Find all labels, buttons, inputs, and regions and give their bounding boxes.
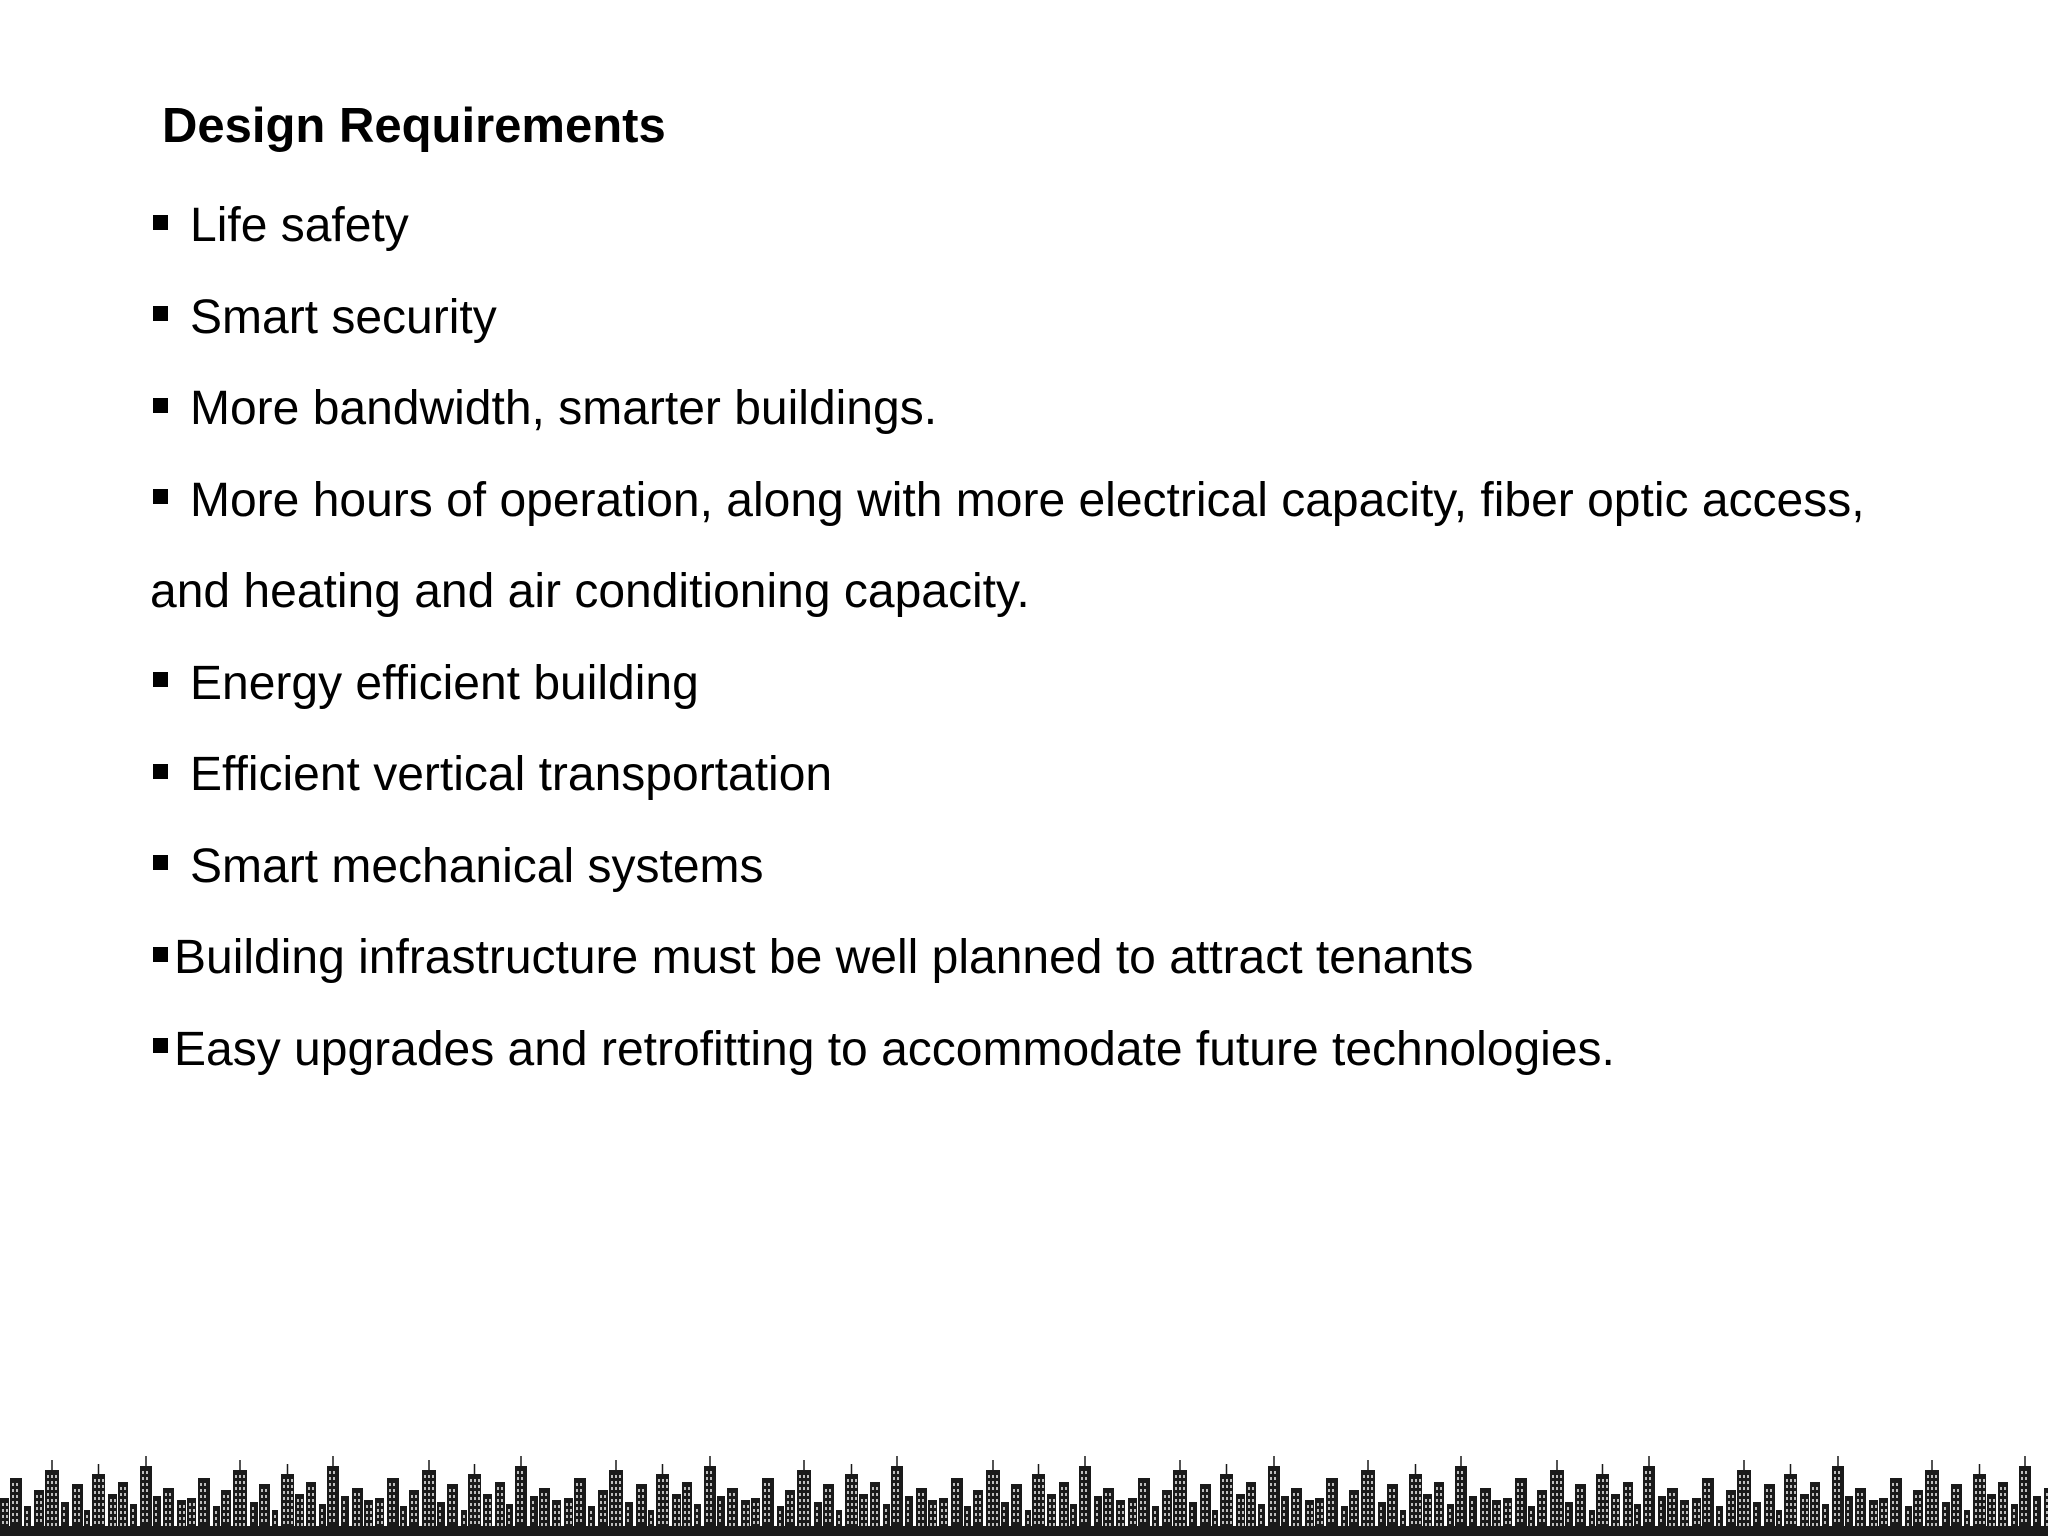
square-bullet-icon xyxy=(153,855,168,870)
square-bullet-icon xyxy=(153,215,168,230)
square-bullet-icon xyxy=(153,398,168,413)
square-bullet-icon xyxy=(153,306,168,321)
bullet-text: More hours of operation, along with more electrical capacity, fiber optic access, xyxy=(190,473,1865,527)
bullet-item xyxy=(150,654,2030,746)
bullet-text: Smart mechanical systems xyxy=(190,839,764,893)
bullet-continuation xyxy=(150,562,2030,654)
bullet-item xyxy=(150,471,2030,563)
bullet-text: Easy upgrades and retrofitting to accommodate future technologies. xyxy=(174,1022,1615,1076)
bullet-text: Building infrastructure must be well planned to attract tenants xyxy=(174,931,1474,984)
bullet-text: Smart security xyxy=(190,290,497,344)
square-bullet-icon xyxy=(153,764,168,779)
bullet-item xyxy=(150,288,2030,380)
bullet-item xyxy=(150,837,2030,929)
slide-title: Design Requirements xyxy=(162,99,666,153)
bullet-list xyxy=(150,196,2030,1111)
bullet-text: Life safety xyxy=(190,199,409,252)
bullet-text: Energy efficient building xyxy=(190,656,699,710)
bullet-item xyxy=(150,745,2030,837)
bullet-text: and heating and air conditioning capacity. xyxy=(150,565,1030,618)
bullet-item xyxy=(150,196,2030,288)
city-skyline-icon xyxy=(0,1450,2048,1536)
square-bullet-icon xyxy=(153,672,168,687)
square-bullet-icon xyxy=(153,489,168,504)
square-bullet-icon xyxy=(153,947,168,962)
bullet-item xyxy=(150,379,2030,471)
square-bullet-icon xyxy=(153,1038,168,1053)
bullet-item xyxy=(150,928,2030,1020)
bullet-text: More bandwidth, smarter buildings. xyxy=(190,382,938,435)
bullet-item xyxy=(150,1020,2030,1112)
bullet-text: Efficient vertical transportation xyxy=(190,748,833,801)
